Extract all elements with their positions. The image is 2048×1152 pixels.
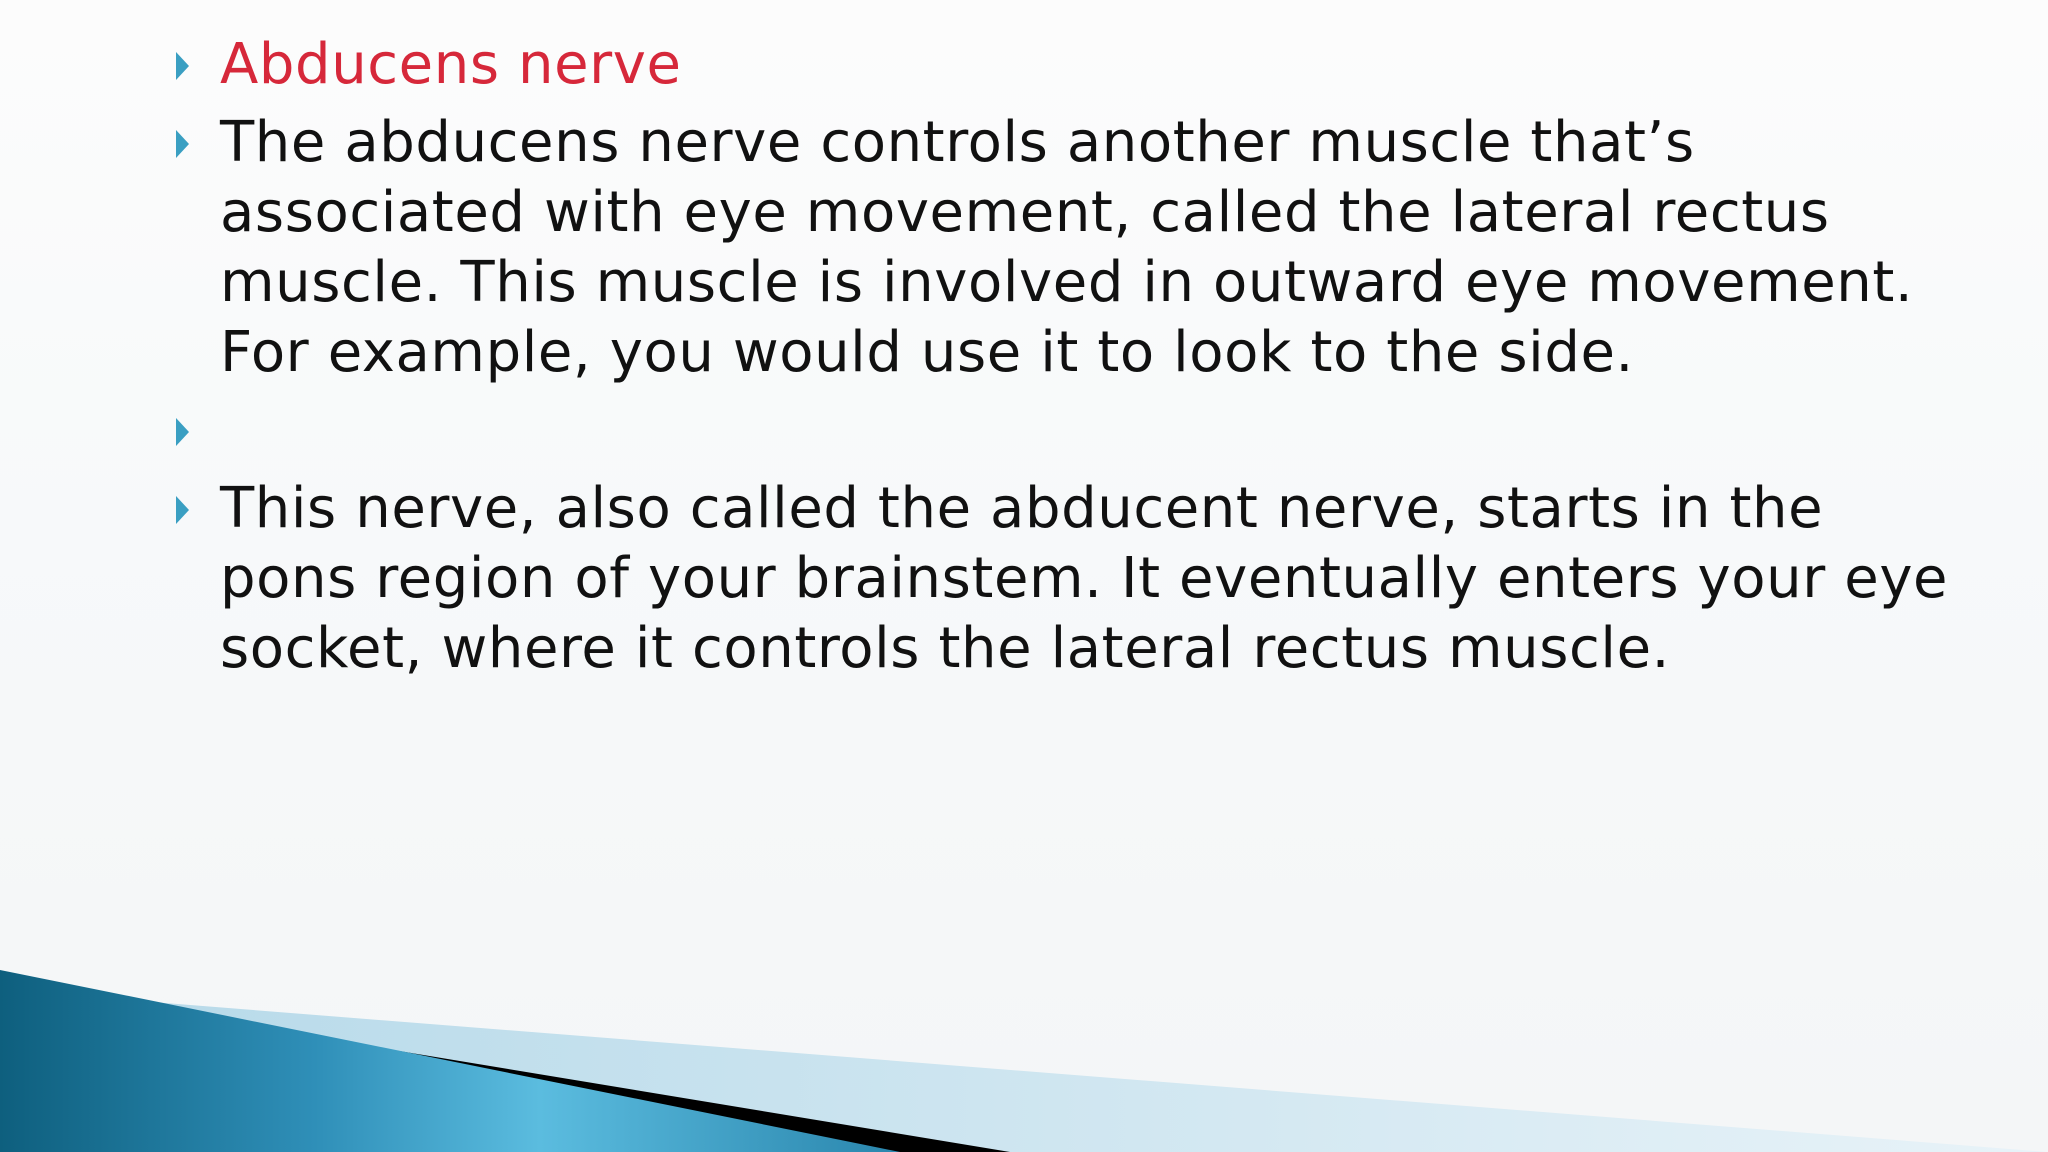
bullet-text: The abducens nerve controls another muscle that’s associated with eye movement, called the lateral rectus muscle. This muscle is involved in outward eye movement. For example, you would use it to look to the side. (220, 110, 1914, 385)
heading-text: Abducens nerve (220, 32, 682, 97)
bullet-text: This nerve, also called the abducent nerve, starts in the pons region of your brainstem. It eventually enters your eye socket, where it controls the lateral rectus muscle. (220, 476, 1949, 681)
